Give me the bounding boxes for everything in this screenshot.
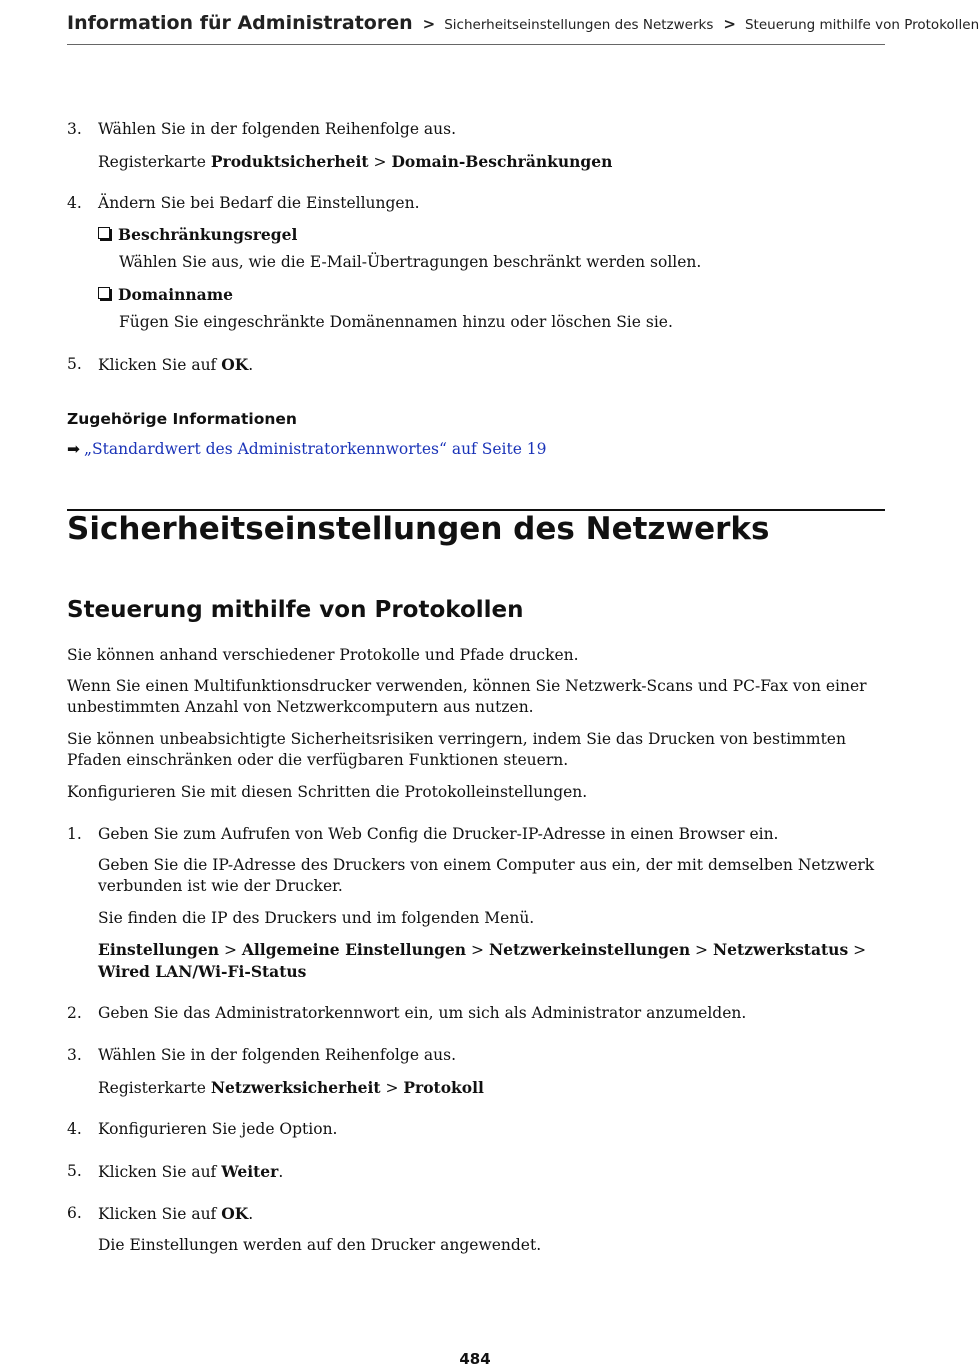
step-number: 3. bbox=[67, 120, 82, 138]
step-number: 4. bbox=[67, 194, 82, 212]
related-info-item bbox=[67, 440, 547, 458]
breadcrumb-section[interactable]: Sicherheitseinstellungen des Netzwerks bbox=[444, 17, 714, 33]
paragraph: Sie können anhand verschiedener Protokolle und Pfade drucken. bbox=[67, 646, 579, 664]
breadcrumb-separator: > bbox=[422, 15, 436, 33]
path-item: Produktsicherheit bbox=[210, 152, 369, 171]
path-prefix: Registerkarte bbox=[98, 153, 206, 171]
paragraph: Sie können unbeabsichtigte Sicherheitsrisiken verringern, indem Sie das Drucken von bestimmten Pfaden einschränken oder die verfügbaren Funktionen steuern. bbox=[67, 730, 846, 769]
option-title: Domainname bbox=[118, 285, 233, 304]
option-title: Beschränkungsregel bbox=[118, 225, 298, 244]
step-number: 3. bbox=[67, 1046, 82, 1064]
step-text: Wählen Sie in der folgenden Reihenfolge aus. bbox=[98, 1046, 457, 1064]
path-item: Netzwerkstatus bbox=[712, 940, 849, 959]
step-number: 2. bbox=[67, 1004, 82, 1022]
step-detail: Die Einstellungen werden auf den Drucker angewendet. bbox=[98, 1236, 542, 1254]
step-text: Geben Sie zum Aufrufen von Web Config die Drucker-IP-Adresse in einen Browser ein. bbox=[98, 825, 779, 843]
option-item bbox=[98, 284, 233, 306]
option-description: Wählen Sie aus, wie die E-Mail-Übertragungen beschränkt werden sollen. bbox=[119, 253, 702, 271]
path-prefix: Registerkarte bbox=[98, 1079, 206, 1097]
step-text bbox=[98, 354, 253, 376]
path-separator: > bbox=[471, 941, 485, 959]
checkbox-bullet-icon bbox=[98, 227, 110, 239]
path-item: Allgemeine Einstellungen bbox=[241, 940, 467, 959]
step-text-pre: Klicken Sie auf bbox=[98, 1163, 217, 1181]
step-detail: Sie finden die IP des Druckers und im folgenden Menü. bbox=[98, 909, 535, 927]
step-text-pre: Klicken Sie auf bbox=[98, 356, 217, 374]
step-number: 6. bbox=[67, 1204, 82, 1222]
step-text-pre: Klicken Sie auf bbox=[98, 1205, 217, 1223]
step-text-post: . bbox=[248, 1205, 254, 1223]
step-text bbox=[98, 1203, 253, 1225]
breadcrumb-separator: > bbox=[723, 15, 736, 33]
breadcrumb bbox=[67, 12, 979, 45]
breadcrumb-root[interactable]: Information für Administratoren bbox=[67, 12, 413, 34]
section-heading: Sicherheitseinstellungen des Netzwerks bbox=[67, 511, 770, 547]
option-item bbox=[98, 224, 297, 246]
path-item: Netzwerkeinstellungen bbox=[488, 940, 691, 959]
step-text: Ändern Sie bei Bedarf die Einstellungen. bbox=[98, 194, 420, 212]
path-item: Einstellungen bbox=[98, 940, 220, 959]
path-item: Protokoll bbox=[403, 1078, 484, 1097]
menu-path bbox=[98, 1077, 484, 1099]
step-number: 5. bbox=[67, 1162, 82, 1180]
checkbox-bullet-icon bbox=[98, 287, 110, 299]
menu-path bbox=[98, 939, 888, 983]
ui-label: OK bbox=[221, 1204, 249, 1223]
step-number: 4. bbox=[67, 1120, 82, 1138]
step-text-post: . bbox=[248, 356, 254, 374]
path-separator: > bbox=[695, 941, 709, 959]
step-text-post: . bbox=[278, 1163, 284, 1181]
step-number: 1. bbox=[67, 825, 82, 843]
path-item: Domain-Beschränkungen bbox=[391, 152, 613, 171]
ui-label: OK bbox=[221, 355, 249, 374]
step-text: Konfigurieren Sie jede Option. bbox=[98, 1120, 338, 1138]
step-text bbox=[98, 1161, 283, 1183]
ui-label: Weiter bbox=[221, 1162, 279, 1181]
arrow-right-icon: ➡ bbox=[67, 440, 80, 458]
path-item: Netzwerksicherheit bbox=[210, 1078, 381, 1097]
step-detail: Geben Sie die IP-Adresse des Druckers von einem Computer aus ein, der mit demselben Netzwerk verbunden ist wie der Drucker. bbox=[98, 856, 875, 895]
step-number: 5. bbox=[67, 355, 82, 373]
path-separator: > bbox=[853, 941, 867, 959]
step-text: Geben Sie das Administratorkennwort ein, um sich als Administrator anzumelden. bbox=[98, 1004, 747, 1022]
path-separator: > bbox=[385, 1079, 399, 1097]
paragraph: Konfigurieren Sie mit diesen Schritten die Protokolleinstellungen. bbox=[67, 783, 588, 801]
related-info-title: Zugehörige Informationen bbox=[67, 410, 297, 428]
step-text: Wählen Sie in der folgenden Reihenfolge aus. bbox=[98, 120, 457, 138]
subsection-heading: Steuerung mithilfe von Protokollen bbox=[67, 597, 524, 623]
breadcrumb-current[interactable]: Steuerung mithilfe von Protokollen bbox=[744, 17, 979, 33]
related-info-link[interactable]: „Standardwert des Administratorkennwortes“ auf Seite 19 bbox=[84, 440, 547, 458]
menu-path bbox=[98, 151, 612, 173]
path-separator: > bbox=[223, 941, 237, 959]
option-description: Fügen Sie eingeschränkte Domänennamen hinzu oder löschen Sie sie. bbox=[119, 313, 673, 331]
path-separator: > bbox=[373, 153, 387, 171]
path-item: Wired LAN/Wi-Fi-Status bbox=[98, 962, 307, 981]
paragraph: Wenn Sie einen Multifunktionsdrucker verwenden, können Sie Netzwerk-Scans und PC-Fax von einer unbestimmten Anzahl von Netzwerkcomputern aus nutzen. bbox=[67, 677, 867, 716]
page-number: 484 bbox=[459, 1350, 491, 1368]
